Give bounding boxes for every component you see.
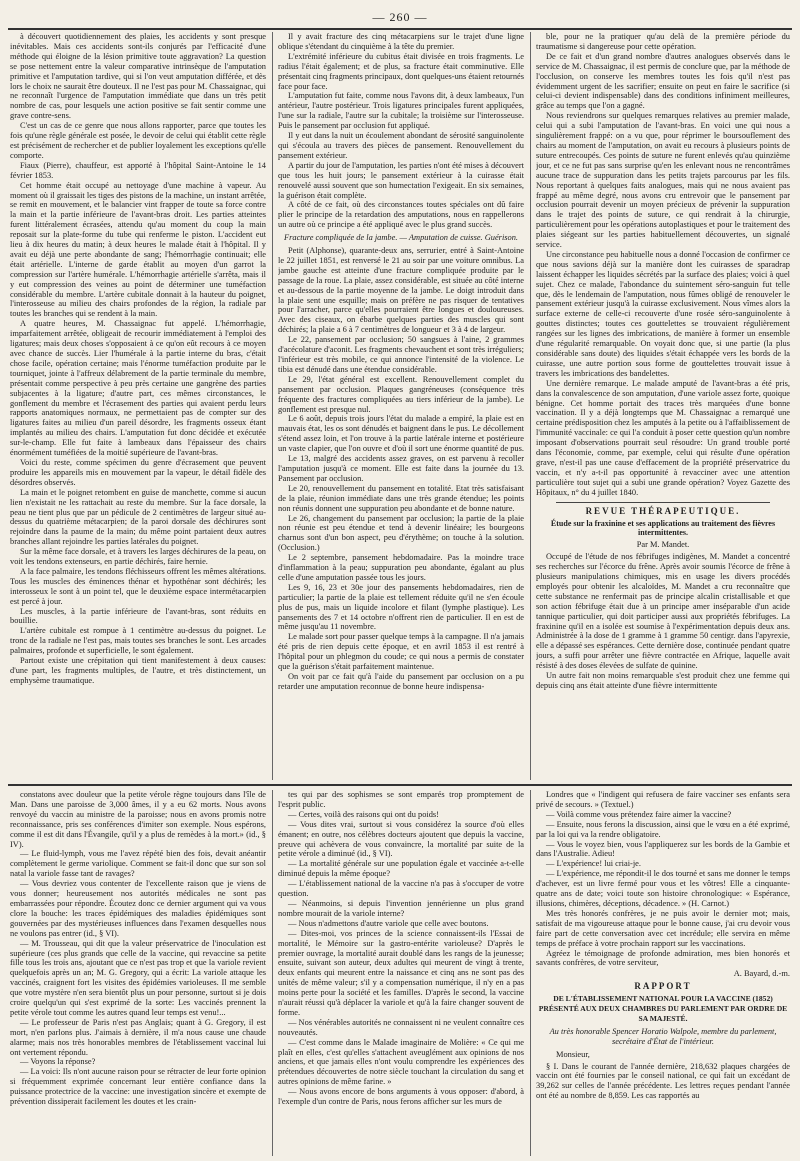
paragraph: — Vous dites vrai, surtout si vous considérez la source d'où elles émanent; en outre, nos célèbres docteurs ajoutent que depuis la vaccine, preuve qui achèvera de vous convaincre, la mortalité par suite de la petite vérole a diminué (id., § VI).: [278, 819, 524, 859]
paragraph: Les 9, 16, 23 et 30e jour des pansements hebdomadaires, rien de particulier; la partie de la plaie est tellement réduite qu'il ne s'en écoule plus de pus, mais un liquide incolore et filant (lymphe plastique). Les pansements des 7 et 14 octobre n'offrent rien de particulier. Il en est de même jusqu'au 11 novembre.: [278, 582, 524, 632]
paragraph: Un autre fait non moins remarquable s'est produit chez une femme qui depuis cinq ans était atteinte d'une fièvre intermittente: [536, 671, 790, 690]
case-subheading: Fracture compliquée de la jambe. — Amputation de cuisse. Guérison.: [284, 233, 518, 243]
article-byline: Par M. Mandet.: [636, 540, 690, 550]
bcol2-body: [278, 790, 524, 1107]
paragraph: — La voici: Ils n'ont aucune raison pour se rétracter de leur forte opinion si fréquemment exprimée concernant leur entière confiance dans la puissance protectrice de la vaccine: une investigation sincère et exempte de prévention dissiperait facilement les doutes et les crain-: [10, 1067, 266, 1107]
paragraph: — Vous devriez vous contenter de l'excellente raison que je viens de vous donner; heureusement nos autorités médicales ne sont pas embarrassées pour répondre. Écoutez donc ce dernier argument qui va vous clore la bouche: les traces épidémiques des maladies épidémiques sont gouvernées par des mystérieuses influences dans l'examen desquelles nous ne voulons pas entrer (id., § VI).: [10, 879, 266, 938]
paragraph: Le 13, malgré des accidents assez graves, on est parvenu à recoller l'amputation jusqu'à ce moment. Elle est faite dans la journée du 13. Pansement par occlusion.: [278, 454, 524, 483]
col2-body-2: [278, 246, 524, 692]
bcol3-body: [536, 790, 790, 968]
paragraph: — Le professeur de Paris n'est pas Anglais; quant à G. Gregory, il est mort, n'en parlons plus. J'aimais à dernière, il m'a nous cause une chaude alarme; mais nos très honorables membres de l'établissement vaccinal lui ont vertement répondu.: [10, 1017, 266, 1057]
paragraph: Nous reviendrons sur quelques remarques relatives au premier malade, celui qui a subi l'amputation de l'avant-bras. En voici une qui nous a singulièrement frappé: on a vu que, pour réprimer le boursouflement des chairs au moment de l'amputation, on avait eu recours à plusieurs points de suture entrecoupés. Ces points de suture ne furent enlevés qu'au quinzième jour, et ce ne fut pas sans surprise qu'en les enlevant nous ne rencontrâmes aucune trace de suppuration dans les petits trajets parcourus par les fils. Nous reportant à quelques faits analogues, mais qui ne nous avaient pas frappé au même degré, nous avons cru entrevoir que le pansement par occlusion pourrait devenir un moyen précieux de prévenir la suppuration dans le trajet des points de suture, ce qui rendrait à la chirurgie, particulièrement pour les opérations autoplastiques et pour le traitement des plaies siégeant sur les parties habituellement découvertes, un signalé service.: [536, 111, 790, 250]
paragraph: Londres que « l'indigent qui refusera de faire vacciner ses enfants sera privé de secours. » (Textuel.): [536, 790, 790, 809]
report-subtitle: DE L'ÉTABLISSEMENT NATIONAL POUR LA VACCINE (1852) PRÉSENTÉ AUX DEUX CHAMBRES DU PARLEMENT PAR ORDRE DE SA MAJESTÉ.: [538, 994, 788, 1023]
feuilleton-column-2: [278, 790, 524, 1156]
feuilleton-column-3: [536, 790, 790, 1156]
col1-body: [10, 32, 266, 686]
paragraph: Partout existe une crépitation qui tient manifestement à deux causes: d'une part, les fragments multiples, de l'autre, et très distinctement, un emphysème traumatique.: [10, 656, 266, 685]
paragraph: — Ensuite, nous ferons la discussion, ainsi que le vœu en a été exprimé, par la loi qui va la rendre obligatoire.: [536, 819, 790, 839]
article-column-3: [536, 32, 790, 780]
paragraph: L'extrémité inférieure du cubitus était divisée en trois fragments. Le radius l'était également; et de plus, sa fracture était comminutive. Elle présentait cinq fragments principaux, dont quelques-uns étaient retournés face pour face.: [278, 51, 524, 91]
paragraph: — Certes, voilà des raisons qui ont du poids!: [288, 809, 439, 819]
paragraph: A partir du jour de l'amputation, les parties n'ont été mises à découvert que tous les huit jours; le pansement extérieur à la cuirasse était renouvelé aussi souvent que son humectation l'exigeait. En six semaines, la guérison était complète.: [278, 160, 524, 200]
paragraph: tes qui par des sophismes se sont emparés trop promptement de l'esprit public.: [278, 790, 524, 809]
paragraph: — Vous le voyez bien, vous l'appliquerez sur les bords de la Gambie et dans l'Australie. Adieu!: [536, 839, 790, 859]
paragraph: Le 26, changement du pansement par occlusion; la partie de la plaie non réunie est peu étendue et tend à devenir linéaire; les bourgeons charnus sont d'un bon aspect, peu d'érythème; on touche à la solution. (Occlusion.): [278, 513, 524, 553]
paragraph: A côté de ce fait, où des circonstances toutes spéciales ont dû faire plier le principe de la retardation des amputations, nous en rappellerons un autre où ce principe a été appliqué avec le plus grand succès.: [278, 200, 524, 230]
paragraph: C'est un cas de ce genre que nous allons rapporter, parce que toutes les fois qu'une règle générale est posée, le devoir de celui qui établit cette règle est précisément de rechercher et de publier loyalement les exceptions qu'elle comporte.: [10, 121, 266, 160]
column-separator: [530, 790, 531, 1156]
section-title: REVUE THÉRAPEUTIQUE.: [585, 505, 741, 516]
paragraph: De ce fait et d'un grand nombre d'autres analogues observés dans le service de M. Chassaignac, il est permis de conclure que, par la méthode de l'occlusion, on conserve les membres toutes les fois qu'il n'est pas évidemment urgent de les sacrifier; ensuite on peut en faire le sacrifice (si celui-ci devient indispensable) dans des conditions infiniment meilleures, grâce au temps que l'on a gagné.: [536, 51, 790, 111]
paragraph: § I. Dans le courant de l'année dernière, 218,632 plaques chargées de vaccin ont été fournies par le conseil national, ce qui fait un excédant de 39,262 sur celles de l'année précédente. Les lettres reçues pendant l'année ont été au nombre de 8,859. Les cas rapportés au: [536, 1061, 790, 1101]
paragraph: La main et le poignet retombent en guise de manchette, comme si aucun lien n'existait ne les rattachait au reste du membre. Sur la face dorsale, la peau ne tient plus que par un pédicule de 2 centimètres de largeur situé au-dessus du quatrième métacarpien; de la paroi dorsale des déchirures sont rejoindre dans la paume de la main; du même point partaient deux autres branches allant rejoindre les parties latérales du poignet.: [10, 487, 266, 547]
section-rule: [556, 502, 770, 503]
paragraph: Il y eut dans la nuit un écoulement abondant de sérosité sanguinolente qui s'écoula au travers des pièces de pansement. Renouvellement du pansement extérieur.: [278, 131, 524, 160]
paragraph: à découvert quotidiennement des plaies, les accidents y sont presque inévitables. Mais ces accidents sont-ils conjurés par l'efficacité d'une méthode qui éloigne de la lésion primitive toute aggravation? La question se pose nettement entre la valeur comparative intrinsèque de l'amputation primitive et l'amputation tardive, qui si l'on veut amputation différée, et dès lors le choix ne saurait être douteux. Il ne l'est pas pour M. Chassaignac, qui ne reconnaît l'urgence de l'amputation immédiate que dans un très petit nombre de cas, pour lesquels une action positive se fait sentir comme une grave contre-sens.: [10, 32, 266, 121]
paragraph: Le 29, l'état général est excellent. Renouvellement complet du pansement par occlusion. Plaques gangréneuses (conséquence très fréquente des fractures compliquées au tiers inférieur de la jambe). Le gonflement est presque nul.: [278, 374, 524, 414]
col3-body: [536, 32, 790, 498]
paragraph: L'amputation fut faite, comme nous l'avons dit, à deux lambeaux, l'un antérieur, l'autre postérieur. Trois ligatures principales furent appliquées, l'une sur la radiale, l'autre sur la cubitale; la troisième sur l'interosseuse. Puis le pansement par occlusion fut appliqué.: [278, 91, 524, 131]
section-subtitle: Étude sur la fraxinine et ses applications au traitement des fièvres intermittentes.: [550, 518, 776, 538]
paragraph: Mes très honorés confrères, je ne puis avoir le dernier mot; mais, satisfait de ma vigoureuse attaque pour le bonne cause, j'ai cru devoir vous faire part de cette conversation avec cet incrédule; elle servira en même temps de préface à votre prochain rapport sur les vaccinations.: [536, 908, 790, 948]
paragraph: — Nous n'admettons d'autre variole que celle avec boutons.: [288, 918, 489, 928]
paragraph: — La mortalité générale sur une population égale et vaccinée a-t-elle diminué depuis la même époque?: [278, 859, 524, 879]
article-column-2: [278, 32, 524, 780]
paragraph: — C'est comme dans le Malade imaginaire de Molière: « Ce qui me plaît en elles, c'est qu'elles s'attachent aveuglément aux opinions de nos anciens, et que jamais elles n'ont voulu comprendre les expériences des prétendues découvertes de notre siècle touchant la circulation du sang et autres opinions de même farine. »: [278, 1037, 524, 1087]
paragraph: Une dernière remarque. Le malade amputé de l'avant-bras a été pris, dans la convalescence de son amputation, d'une variole assez forte, quoique bénigne. Cet homme portait des traces très marquées d'une bonne vaccination. Il y a déjà longtemps que M. Chassaignac a remarqué une certaine prédisposition chez les amputés à la petite ou à l'affaiblissement de l'immunité vaccinale: ce qui l'a conduit à poser cette question qu'un nombre imposant d'observations pourrait seul résoudre: Un grand trouble porté dans l'économie, comme, par exemple, celui qui résulte d'une opération grave, n'est-il pas une cause d'effacement de la propriété préservatrice du vaccin, et n'y a-t-il pas opportunité à revacciner avec une attention particulière tout sujet qui a subi une grande opération? Voyez Gazette des Hôpitaux, n° du 4 juillet 1840.: [536, 378, 790, 497]
paragraph: Le malade sort pour passer quelque temps à la campagne. Il n'a jamais été pris de rien depuis cette époque, et en avril 1853 il est rentré à l'hôpital pour un phlegmon du coude; ce qui nous a permis de constater que la guérison s'était parfaitement maintenue.: [278, 632, 524, 672]
paragraph: — M. Trousseau, qui dit que la valeur préservatrice de l'inoculation est supérieure (ces plus grands que celle de la vaccine, qui revaccine sa petite fille tous les trois ans, ajoutant que ce n'est pas trop et que la variole revient quelquefois après un an; M. G. Gregory, qui a écrit: La variole attaque les vaccinés, craignent fort les visites des épidémies varioleuses. Il me semble que votre mystère n'en sera bientôt plus un pour personne, surtout si je dois croire quelqu'un qui s'est exprimé de la sorte: Les vaccinés prennent la petite vérole tout comme les autres quand leur temps est venu!...: [10, 938, 266, 1017]
paragraph: Petit (Alphonse), quarante-deux ans, serrurier, entré à Saint-Antoine le 22 juillet 1851, est renversé le 21 au soir par une voiture omnibus. La jambe gauche est atteinte d'une fracture compliquée produite par le passage de la roue. La plaie, assez considérable, est située au côté interne et au-dessous de la partie moyenne de la jambe. Le doigt introduit dans la plaie sent une esquille; mais on préfère ne pas risquer de tentatives pour l'arracher, parce qu'elles pourraient être longues et douloureuses. Avec des ciseaux, on ébarbe quelques parties des muscles qui sont déchirés; la plaie a 6 à 7 centimètres de longueur et 3 à 4 de largeur.: [278, 246, 524, 335]
paragraph: ble, pour ne la pratiquer qu'au delà de la première période du traumatisme si dangereuse pour cette opération.: [536, 32, 790, 51]
paragraph: Une circonstance peu habituelle nous a donné l'occasion de confirmer ce que nous savions déjà sur la manière dont les cuirasses de sparadrap laissent échapper les liquides sécrétés par la surface des plaies; voici à quel sujet. Chez ce malade, l'abondance du suintement séro-sanguin fut telle que, dès le lendemain de l'amputation, nous fûmes obligé de renouveler le pansement extérieur jusqu'à la cuirasse exclusivement. Nous vîmes alors la surface externe de celle-ci recouverte d'une rosée séro-sanguinolente à gouttes distinctes; toutes ces gouttelettes se trouvaient régulièrement rangées sur les lignes des imbrications, de manière à former un ensemble d'une régularité remarquable. On voyait donc que, si une partie (la plus considérable sans doute) des liquides s'était échappée vers les bords de la cuirasse, une autre portion sous forme de gouttelettes trouvait issue à travers les imbrications des bandelettes.: [536, 249, 790, 378]
paragraph: — Nous avons encore de bons arguments à vous opposer: d'abord, à l'exemple d'un contre de Paris, nous ferons afficher sur les murs de: [278, 1087, 524, 1107]
header-rule: [8, 28, 792, 30]
paragraph: Sur la même face dorsale, et à travers les larges déchirures de la peau, on voit les tendons extenseurs, en partie déchirés, faire hernie.: [10, 547, 266, 567]
paragraph: — Néanmoins, si depuis l'invention jennérienne un plus grand nombre mourait de la variole interne?: [278, 898, 524, 918]
bcol1-body: [10, 790, 266, 1107]
paragraph: — L'expérience! lui criai-je.: [546, 859, 641, 869]
paragraph: Il y avait fracture des cinq métacarpiens sur le trajet d'une ligne oblique s'étendant du cinquième à la tête du premier.: [278, 32, 524, 51]
paragraph: Le 22, pansement par occlusion; 50 sangsues à l'aine, 2 grammes d'acécolature d'aconit. Les fragments chevauchent et sont très irréguliers; l'inférieur est très mobile, ce qui annonce l'intensité de la violence. Le tibia est dénudé dans une étendue considérable.: [278, 335, 524, 374]
paragraph: A quatre heures, M. Chassaignac fut appelé. L'hémorrhagie, imparfaitement arrêtée, obligeait de recourir immédiatement à l'emploi des ligatures; mais deux choses s'opposaient à ce qu'on eût recours à ce moyen avec chance de succès. Lier l'humérale à la partie interne du bras, c'était chose facile, opération certaine; mais l'énorme tuméfaction produite par le tourniquet, jointe à l'affreux délabrement de la partie terminale du membre, présentait comme perspective à peu près certaine une gangrène des parties subjacentes à la ligature; d'autre part, ces mêmes circonstances, le gonflement du membre et l'écrasement des parties qui avaient perdu leurs rapports anatomiques normaux, ne permettaient pas de compter sur des ligatures faites au milieu d'un pareil désordre, les fragments osseux étant implantés au milieu des chairs. L'amputation fut donc décidée et exécutée sur-le-champ. Elle fut faite à lambeaux dans l'épaisseur des chairs énormément tuméfiées de la moitié supérieure de l'avant-bras.: [10, 319, 266, 458]
paragraph: — L'expérience, me répondit-il le dos tourné et sans me donner le temps d'achever, est un livre fermé pour vous et les vôtres! Elle a cinquante-quatre ans de date; voici toute son histoire chronologique: « Espérance, illusions, chimères, déceptions, décadence. » (H. Carnot.): [536, 869, 790, 908]
col2-body: [278, 32, 524, 230]
report-title: RAPPORT: [634, 981, 692, 992]
letter-signature: A. Bayard, d.-m.: [733, 969, 790, 979]
paragraph: On voit par ce fait qu'à l'aide du pansement par occlusion on a pu retarder une amputation reconnue de bonne heure indispensa-: [278, 672, 524, 691]
bcol3-body-2: [536, 1062, 790, 1102]
report-salutation: Monsieur,: [556, 1049, 590, 1059]
paragraph: — Voyons la réponse?: [20, 1057, 96, 1067]
paragraph: — Nos vénérables autorités ne connaissent ni ne veulent connaître ces nouveautés.: [278, 1017, 524, 1037]
paragraph: Le 6 août, depuis trois jours l'état du malade a empiré, la plaie est en mauvais état, les os sont dénudés et baignent dans le pus. Le décollement s'étend assez loin, et l'on trouve à la partie latérale interne et postérieure un vaste clapier, que l'on ouvre et d'où il sort une énorme quantité de pus.: [278, 414, 524, 454]
paragraph: Occupé de l'étude de nos fébrifuges indigènes, M. Mandet a concentré ses recherches sur l'écorce du frêne. Après avoir soumis l'écorce de frêne à plusieurs manipulations chimiques, mis en usage les divers procédés employés pour obtenir les alcaloïdes, M. Mandet a cru reconnaître que cette substance ne renfermait pas de principe alcalin cristallisable et que son action fébrifuge était due à un principe amer inséparable d'un acide tannique particulier, qui doit participer aussi aux propriétés fébrifuges. La fraxinine qu'il en a isolée est soumise à l'expérimentation depuis deux ans. Administrée à la dose de 1 gramme à 1 gramme 50 centigr. dans l'apyrexie, elle a dépassé ses espérances. Cette dernière dose, continuée pendant quatre jours, a suffi pour arrêter une fièvre contractée en Afrique, laquelle avait résisté à des doses élevées de sulfate de quinine.: [536, 552, 790, 671]
paragraph: Agréez le témoignage de profonde admiration, mes bien honorés et savants confrères, de votre serviteur,: [536, 948, 790, 968]
mid-rule: [8, 784, 792, 786]
column-separator: [272, 790, 273, 1156]
column-separator: [272, 32, 273, 780]
paragraph: L'artère cubitale est rompue à 1 centimètre au-dessus du poignet. Le tronc de la radiale ne l'est pas, mais toutes ses branches le sont. Les arcades palmaires, profonde et superficielle, le sont également.: [10, 626, 266, 656]
page-number: — 260 —: [372, 10, 428, 24]
article-column-1: [10, 32, 266, 780]
paragraph: Le 2 septembre, pansement hebdomadaire. Pas la moindre trace d'inflammation à la peau; suppuration peu abondante, égalant au plus celle d'une amputation passée tous les jours.: [278, 553, 524, 582]
paragraph: — Le fluid-lymph, vous me l'avez répété bien des fois, devait anéantir complètement le germe variolique. Comment se fait-il donc que sur son sol natal la variole fasse tant de ravages?: [10, 849, 266, 879]
report-address: Au très honorable Spencer Horatio Walpole, membre du parlement, secrétaire d'État de l'intérieur.: [549, 1026, 777, 1046]
paragraph: constatons avec douleur que la petite vérole règne toujours dans l'île de Man. Dans une paroisse de 3,000 âmes, il y a eu 62 morts. Nous avons renvoyé du vaccin au ministre de la paroisse; nous en avons promis notre reconnaissance, pris ses conférences d'imiter son exemple. Nous espérons, comme il est dit dans l'Évangile, qu'il y a plus de remèdes à la mort.» (id., § IV).: [10, 790, 266, 849]
paragraph: — Voilà comme vous prétendez faire aimer la vaccine?: [546, 809, 732, 819]
column-separator: [530, 32, 531, 780]
paragraph: — Dites-moi, vos princes de la science connaissent-ils l'Essai de mortalité, le Mémoire sur la gastro-entérite varioleuse? D'après le premier ouvrage, la mortalité aurait doublé dans les rangs de la jeunesse; ensuite, suivant son auteur, deux adultes qui meurent de vingt à trente, deux enfants qui meurent entre la naissance et cinq ans ne sont pas des unités de même valeur; s'il y a compensation numérique, il n'y en a pas moins perte pour la société et les familles. D'après le second, la vaccine n'aurait réussi qu'à déplacer la variole et qu'à la faire changer souvent de forme.: [278, 928, 524, 1017]
paragraph: Cet homme était occupé au nettoyage d'une machine à vapeur. Au moment où il graissait les tiges des pistons de la machine, un instant arrêtée, se remit en mouvement, et le balancier vint frapper de toute sa force contre la main et la partie inférieure de l'avant-bras droit. Les parties atteintes furent littéralement écrasées, attendu qu'au moment du coup la main reposait sur la plate-forme du tube qui renferme le piston. L'accident eut lieu à dix heures du matin; à deux heures le malade était à l'hôpital. Il y avait eu déjà une perte abondante de sang; l'hémorrhagie continuait; elle était artérielle. L'interne de garde établit au moyen d'un garrot la compression sur l'artère humérale. L'hémorrhagie artérielle s'arrêta, mais il y eut compression des veines au point de déterminer une tuméfaction considérable du membre. L'artère cubitale donnait à la hauteur du poignet, l'interosseuse au milieu des chairs profondes de la région, la radiale par toutes les branches qui se rendent à la main.: [10, 180, 266, 319]
feuilleton-column-1: [10, 790, 266, 1156]
paragraph: Voici du reste, comme spécimen du genre d'écrasement que peuvent produire les appareils mis en mouvement par la vapeur, le détail fidèle des désordres observés.: [10, 457, 266, 487]
col3-body-2: [536, 552, 790, 691]
paragraph: Le 20, renouvellement du pansement en totalité. Etat très satisfaisant de la plaie, réunion immédiate dans une très grande étendue; les points non réunis donnent une suppuration peu abondante et de bonne nature.: [278, 483, 524, 513]
paragraph: Fiaux (Pierre), chauffeur, est apporté à l'hôpital Saint-Antoine le 14 février 1853.: [10, 160, 266, 180]
paragraph: Les muscles, à la partie inférieure de l'avant-bras, sont réduits en bouillie.: [10, 606, 266, 626]
paragraph: — L'établissement national de la vaccine n'a pas à s'occuper de votre question.: [278, 879, 524, 899]
paragraph: A la face palmaire, les tendons fléchisseurs offrent les mêmes altérations. Tous les muscles des éminences thénar et hypothénar sont déchirés; les interosseux le sont à un point tel, que le deuxième espace intermétacarpien est percé à jour.: [10, 566, 266, 606]
